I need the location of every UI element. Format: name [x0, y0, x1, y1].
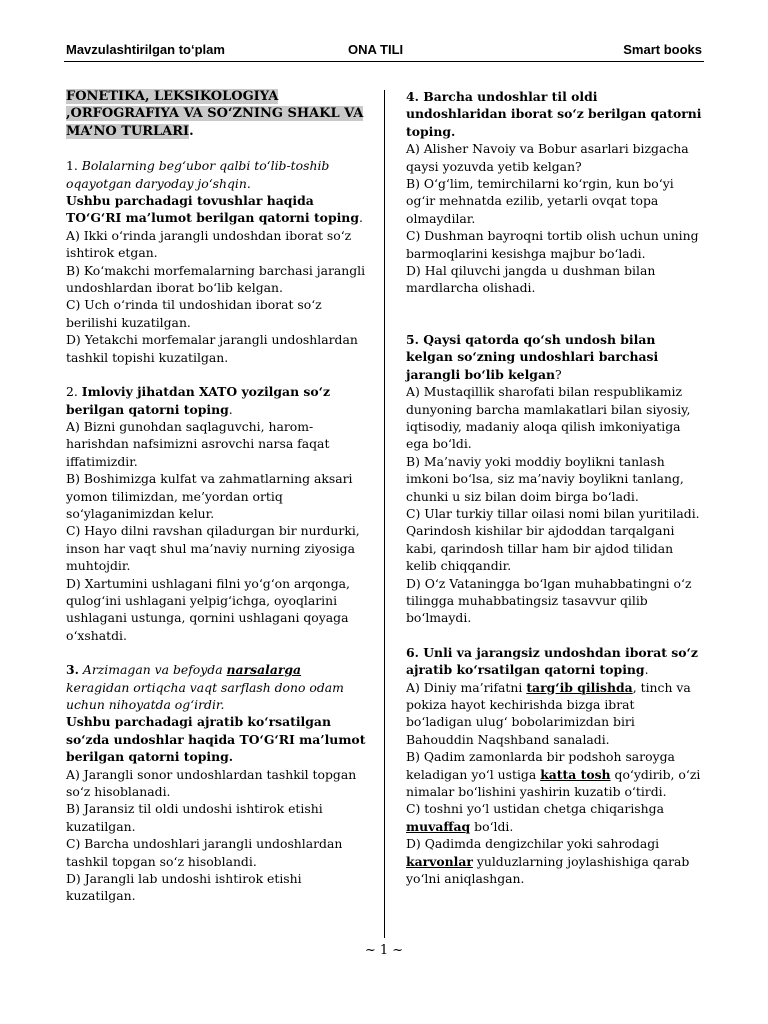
question-5-option-a: A) Mustaqillik sharofati bilan respublikamiz dunyoning barcha mamlakatlari bilan siyosiy, iqtisodiy, madaniy aloqa qilish imkoniyatiga ega bo‘ldi. — [406, 384, 691, 452]
question-5-option-d: D) O‘z Vataningga bo‘lgan muhabbatingni o‘z tilingga muhabbatingsiz tasavvur qilib bo‘lmaydi. — [406, 575, 692, 626]
question-1 — [66, 157, 366, 366]
question-1-option-a: A) Ikki o‘rinda jarangli undoshdan iborat so‘z ishtirok etgan. — [66, 227, 352, 261]
page-number: ~ 1 ~ — [364, 943, 404, 958]
header-center: ONA TILI — [348, 42, 404, 57]
question-5-option-b: B) Ma’naviy yoki moddiy boylikni tanlash imkoni bo‘lsa, siz ma’naviy boylikni tanlang, chunki u siz bilan doim birga bo‘ladi. — [406, 453, 684, 504]
column-divider — [384, 90, 385, 938]
question-6-prompt: 6. Unli va jarangsiz undoshdan iborat so‘z ajratib ko‘rsatilgan qatorni toping. — [406, 644, 698, 678]
question-6-option-b: B) Qadim zamonlarda bir podshoh saroyga keladigan yo‘l ustiga katta tosh qo‘ydirib, o‘zi nimalar bo‘lishini yashirin kuzatib o‘tirdi. — [406, 749, 701, 800]
question-6-option-d-highlight: karvonlar — [406, 853, 473, 869]
question-6-option-c: C) toshni yo‘l ustidan chetga chiqarishga muvaffaq bo‘ldi. — [406, 801, 664, 834]
header-rule — [64, 61, 704, 62]
question-1-quote: Bolalarning beg‘ubor qalbi to‘lib-toshib oqayotgan daryoday jo‘shqin. — [66, 158, 330, 191]
question-4 — [406, 88, 702, 297]
question-2-option-b: B) Boshimizga kulfat va zahmatlarning aksari yomon tilimizdan, me’yordan ortiq so‘ylaganimizdan kelur. — [66, 471, 353, 521]
question-3-stem: 3. Arzimagan va befoyda narsalarga keragidan ortiqcha vaqt sarflash dono odam uchun nihoyatda og‘irdir. — [66, 662, 344, 712]
header-right: Smart books — [623, 42, 702, 57]
question-2-prompt: 2. Imloviy jihatdan XATO yozilgan so‘z berilgan qatorni toping. — [66, 384, 330, 417]
question-3-option-b: B) Jaransiz til oldi undoshi ishtirok etishi kuzatilgan. — [66, 801, 323, 834]
question-1-option-d: D) Yetakchi morfemalar jarangli undoshlardan tashkil topishi kuzatilgan. — [66, 332, 358, 365]
question-2-option-d: D) Xartumini ushlagani filni yo‘g‘on arqonga, qulog‘ini ushlagani yelpig‘ichga, oyoqlarini ushlagani ustunga, qornini ushlagani qoyaga o‘xshatdi. — [66, 575, 350, 643]
section-title-text: FONETIKA, LEKSIKOLOGIYA ,ORFOGRAFIYA VA SO‘ZNING SHAKL VA MA’NO TURLARI — [66, 89, 364, 139]
question-6-option-b-highlight: katta tosh — [540, 766, 611, 782]
question-4-option-d: D) Hal qiluvchi jangda u dushman bilan mardlarcha olishadi. — [406, 263, 656, 296]
question-5-option-c: C) Ular turkiy tillar oilasi nomi bilan yuritiladi. Qarindosh kishilar bir ajdoddan tarqalgani kabi, qarindosh tillar ham bir ajdod tilidan kelib chiqqandir. — [406, 505, 700, 574]
header-left: Mavzulashtirilgan to‘plam — [66, 42, 225, 57]
question-2-option-a: A) Bizni gunohdan saqlaguvchi, harom-harishdan nafsimizni asrovchi narsa faqat iffatimizdir. — [66, 418, 330, 469]
question-3-option-d: D) Jarangli lab undoshi ishtirok etishi kuzatilgan. — [66, 871, 302, 904]
question-6-option-a-highlight: targ‘ib qilishda — [526, 679, 633, 695]
page-header — [66, 42, 702, 62]
question-1-option-c: C) Uch o‘rinda til undoshidan iborat so‘z berilishi kuzatilgan. — [66, 297, 322, 330]
question-5 — [406, 331, 702, 627]
question-6 — [406, 644, 702, 888]
question-1-option-b: B) Ko‘makchi morfemalarning barchasi jarangli undoshlardan iborat bo‘lib kelgan. — [66, 262, 366, 296]
question-5-prompt: 5. Qaysi qatorda qo‘sh undosh bilan kelgan so‘zning undoshlari barchasi jarangli bo‘lib kelgan? — [406, 331, 659, 382]
question-3-prompt: Ushbu parchadagi ajratib ko‘rsatilgan so‘zda undoshlar haqida TO‘G‘RI ma’lumot berilgan qatorni toping. — [66, 714, 366, 765]
question-6-option-a: A) Diniy ma’rifatni targ‘ib qilishda, tinch va pokiza hayot kechirishda bizga ibrat bo‘ladigan ulug‘ bobolarimizdan biri Bahouddin Naqshband sanaladi. — [406, 679, 691, 747]
question-4-prompt: 4. Barcha undoshlar til oldi undoshlaridan iborat so‘z berilgan qatorni toping. — [406, 89, 702, 139]
question-4-option-b: B) O‘g‘lim, temirchilarni ko‘rgin, kun bo‘yi og‘ir mehnatda ezilib, yetarli ovqat topa olmaydilar. — [406, 176, 674, 226]
question-2-option-c: C) Hayo dilni ravshan qiladurgan bir nurdurki, inson har vaqt shul ma’naviy nurning ziyosiga muhtojdir. — [66, 523, 360, 574]
section-title: FONETIKA, LEKSIKOLOGIYA ,ORFOGRAFIYA VA SO‘ZNING SHAKL VA MA’NO TURLARI. — [66, 89, 364, 139]
question-2 — [66, 383, 366, 644]
question-4-option-a: A) Alisher Navoiy va Bobur asarlari bizgacha qaysi yozuvda yetib kelgan? — [406, 141, 689, 174]
question-3-option-c: C) Barcha undoshlari jarangli undoshlardan tashkil topgan so‘z hisoblandi. — [66, 836, 343, 869]
question-3-highlighted-word: narsalarga — [226, 662, 302, 678]
question-6-option-d: D) Qadimda dengizchilar yoki sahrodagi karvonlar yulduzlarning joylashishiga qarab yo‘lni aniqlashgan. — [406, 836, 690, 887]
question-1-stem: 1. Bolalarning beg‘ubor qalbi to‘lib-toshib oqayotgan daryoday jo‘shqin. — [66, 158, 330, 191]
right-column — [406, 88, 702, 904]
question-1-prompt: Ushbu parchadagi tovushlar haqida TO‘G‘RI ma’lumot berilgan qatorni toping. — [66, 193, 363, 226]
question-3-option-a: A) Jarangli sonor undoshlardan tashkil topgan so‘z hisoblanadi. — [66, 766, 357, 800]
left-column — [66, 88, 366, 922]
question-4-option-c: C) Dushman bayroqni tortib olish uchun uning barmoqlarini kesishga majbur bo‘ladi. — [406, 228, 699, 261]
question-6-option-c-highlight: muvaffaq — [406, 818, 471, 834]
question-3 — [66, 661, 366, 905]
